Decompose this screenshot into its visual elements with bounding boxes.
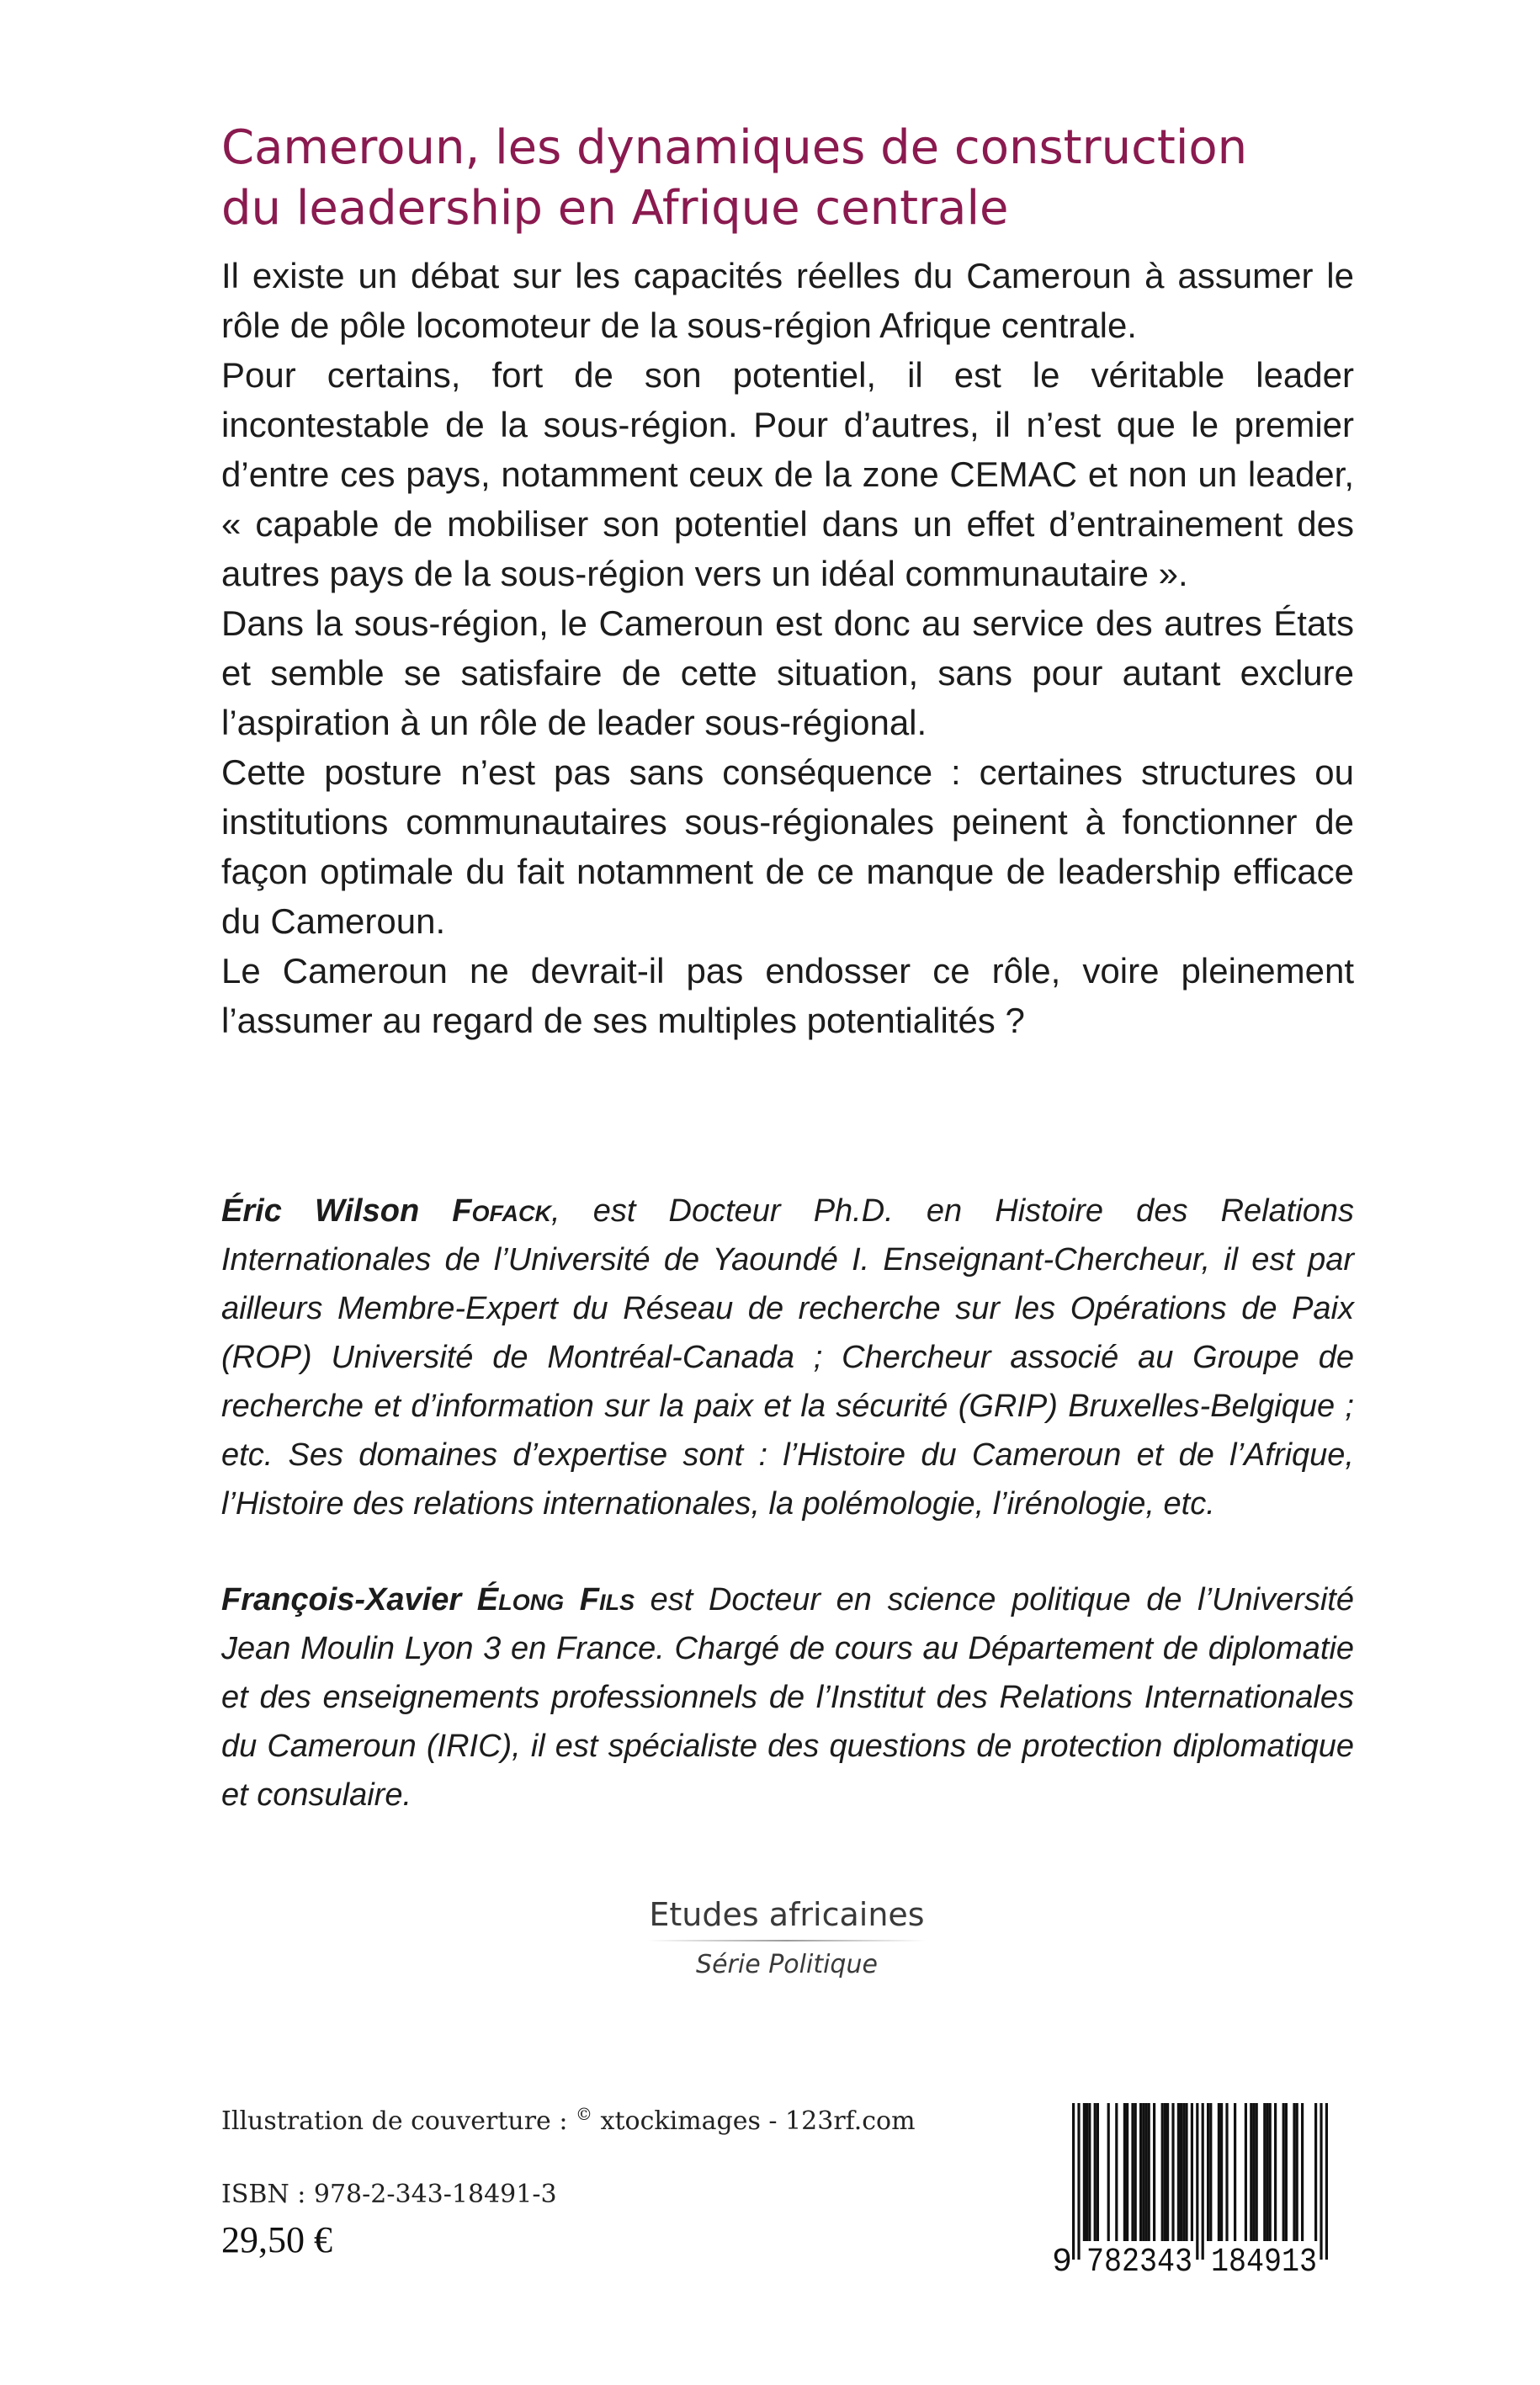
book-title (221, 118, 1349, 239)
author-2-bio-text: est Docteur en science politique de l’Université Jean Moulin Lyon 3 en France. Chargé de cours au Département de diplomatie et des enseignements professionnels de l’Institut des Relations Internationales du Cameroun (IRIC), il est spécialiste des questions de protection diplomatique et consulaire. (221, 1582, 1354, 1813)
cover-credit (221, 2104, 916, 2136)
barcode-left-group: 782343 (1086, 2244, 1192, 2276)
summary-paragraph-1: Il existe un débat sur les capacités réelles du Cameroun à assumer le rôle de pôle locomoteur de la sous-région Afrique centrale. (221, 256, 1354, 345)
isbn: ISBN : 978-2-343-18491-3 (221, 2180, 557, 2209)
summary-paragraph-4: Cette posture n’est pas sans conséquence : certaines structures ou institutions communautaires sous-régionales peinent à fonctionner de façon optimale du fait notamment de ce manque de leadership efficace du Cameroun. (221, 752, 1354, 941)
author-2-first-name: François-Xavier (221, 1582, 462, 1617)
summary-paragraph-3: Dans la sous-région, le Cameroun est donc au service des autres États et semble se satisfaire de cette situation, sans pour autant exclure l’aspiration à un rôle de leader sous-régional. (221, 603, 1354, 742)
summary-paragraph-5: Le Cameroun ne devrait-il pas endosser ce rôle, voire pleinement l’assumer au regard de ses multiples potentialités ? (221, 951, 1354, 1040)
barcode-digits (1043, 2100, 1348, 2276)
barcode (1043, 2100, 1348, 2276)
series-subseries: Série Politique (696, 1950, 878, 1979)
author-bio-2 (221, 1575, 1354, 1819)
author-1-last-name: Fofack (452, 1193, 552, 1229)
title-line-1: Cameroun, les dynamiques de construction (221, 120, 1248, 175)
author-bio-1 (221, 1187, 1354, 1528)
series-block (648, 1896, 926, 1979)
credit-source: xtockimages - 123rf.com (600, 2106, 916, 2136)
price: 29,50 € (221, 2219, 332, 2260)
copyright-symbol: © (576, 2104, 592, 2124)
summary-paragraph-2: Pour certains, fort de son potentiel, il est le véritable leader incontestable de la sous-région. Pour d’autres, il n’est que le premier d’entre ces pays, notamment ceux de la zone CEMAC et non un leader, « capable de mobiliser son potentiel dans un effet d’entrainement des autres pays de la sous-région vers un idéal communautaire ». (221, 355, 1354, 593)
credit-label: Illustration de couverture : (221, 2106, 568, 2136)
author-1-bio-text: , est Docteur Ph.D. en Histoire des Relations Internationales de l’Université de Yaoundé I. Enseignant-Chercheur, il est par ailleurs Membre-Expert du Réseau de recherche sur les Opérations de Paix (ROP) Université de Montréal-Canada ; Chercheur associé au Groupe de recherche et d’information sur la paix et la sécurité (GRIP) Bruxelles-Belgique ; etc. Ses domaines d’expertise sont : l’Histoire du Cameroun et de l’Afrique, l’Histoire des relations internationales, la polémologie, l’irénologie, etc. (221, 1193, 1354, 1522)
series-name: Etudes africaines (648, 1896, 926, 1941)
title-line-2: du leadership en Afrique centrale (221, 180, 1009, 236)
barcode-first-digit: 9 (1052, 2244, 1073, 2276)
author-2-last-name: Élong Fils (476, 1582, 635, 1617)
author-1-first-name: Éric Wilson (221, 1193, 420, 1229)
barcode-right-group: 184913 (1211, 2244, 1317, 2276)
summary-text (221, 251, 1354, 1045)
